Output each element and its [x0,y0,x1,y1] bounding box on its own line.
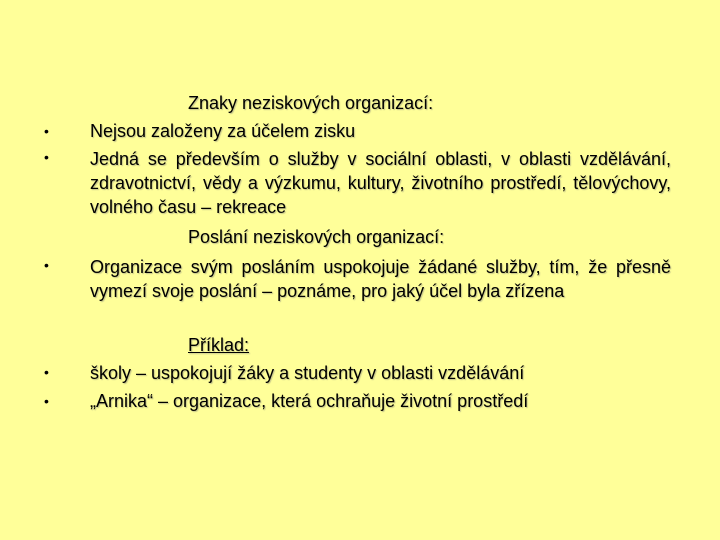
bullet-marker: • [44,123,49,139]
list-item-arnika: „Arnika“ – organizace, která ochraňuje životní prostředí [90,391,529,411]
section-heading-znaky: Znaky neziskových organizací: [188,93,434,113]
list-item-service-areas: Jedná se především o služby v sociální oblasti, v oblasti vzdělávání, zdravotnictví, vědy a výzkumu, kultury, životního prostředí, tělovýchovy, volného času – rekreace [90,149,671,217]
bullet-marker: • [44,149,49,165]
list-item-schools: školy – uspokojují žáky a studenty v oblasti vzdělávání [90,363,525,383]
bullet-marker: • [44,393,49,409]
bullet-marker: • [44,364,49,380]
list-item-mission: Organizace svým posláním uspokojuje žádané služby, tím, že přesně vymezí svoje poslání – poznáme, pro jaký účel byla zřízena [90,257,671,301]
list-item-no-profit: Nejsou založeny za účelem zisku [90,121,356,141]
section-heading-priklad: Příklad: [188,335,250,355]
section-heading-poslani: Poslání neziskových organizací: [188,227,445,247]
bullet-marker: • [44,257,49,273]
